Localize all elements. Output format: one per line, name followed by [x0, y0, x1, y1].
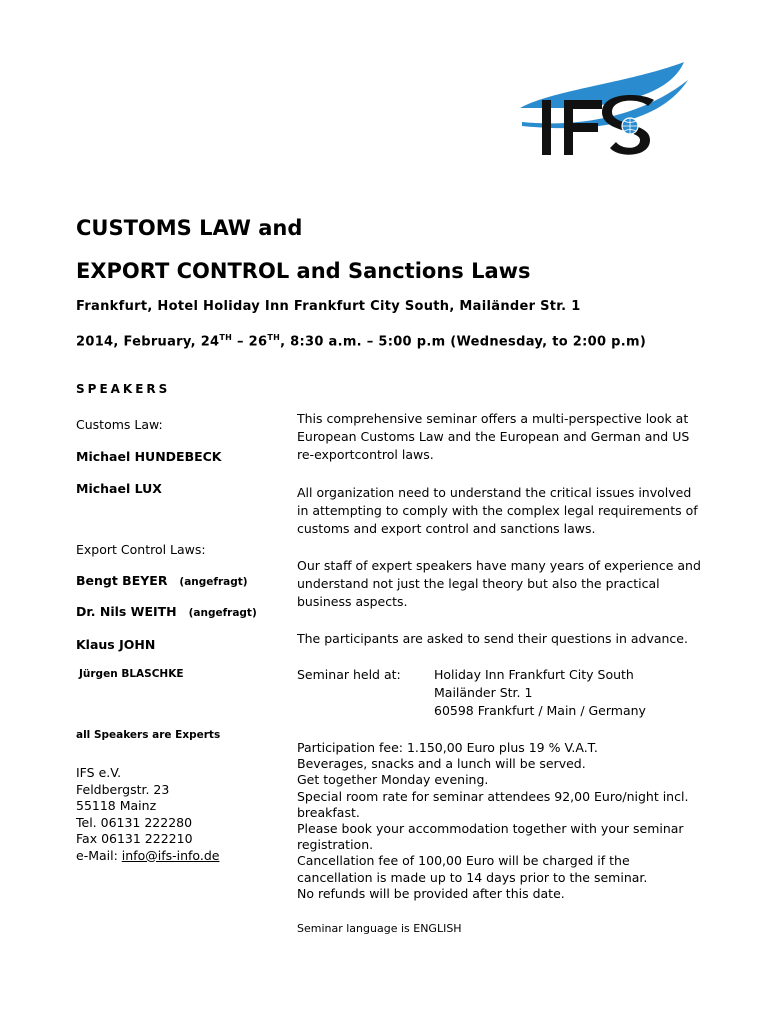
- speaker-entry: Dr. Nils WEITH (angefragt): [76, 604, 257, 619]
- seminar-location-label: Seminar held at:: [297, 667, 401, 682]
- speaker-entry: Bengt BEYER (angefragt): [76, 573, 248, 588]
- speaker-name: Jürgen BLASCHKE: [79, 668, 184, 680]
- seminar-location-address: Holiday Inn Frankfurt City South Mailänder Str. 1 60598 Frankfurt / Main / Germany: [434, 667, 646, 718]
- title-line-1: CUSTOMS LAW and: [76, 216, 303, 240]
- description-paragraph: The participants are asked to send their questions in advance.: [297, 631, 688, 646]
- description-paragraph: All organization need to understand the critical issues involved in attempting to comply with the complex legal requirements of customs and export control and sanctions laws.: [297, 485, 698, 536]
- speaker-name: Michael HUNDEBECK: [76, 449, 222, 464]
- export-control-label: Export Control Laws:: [76, 542, 206, 557]
- title-line-2: EXPORT CONTROL and Sanctions Laws: [76, 259, 531, 283]
- venue-line: Frankfurt, Hotel Holiday Inn Frankfurt City South, Mailänder Str. 1: [76, 299, 581, 314]
- speakers-heading: SPEAKERS: [76, 382, 171, 396]
- ifs-logo: [512, 60, 692, 160]
- speaker-name: Michael LUX: [76, 481, 162, 496]
- logo-letter-f: [564, 100, 602, 155]
- customs-law-label: Customs Law:: [76, 417, 163, 432]
- speaker-name: Klaus JOHN: [76, 637, 156, 652]
- date-line: 2014, February, 24TH – 26TH, 8:30 a.m. – 5:00 p.m (Wednesday, to 2:00 p.m): [76, 333, 647, 350]
- all-speakers-note: all Speakers are Experts: [76, 729, 221, 741]
- description-paragraph: This comprehensive seminar offers a multi-perspective look at European Customs Law and the European and German and US re-exportcontrol laws.: [297, 411, 690, 462]
- description-paragraph: Our staff of expert speakers have many years of experience and understand not just the legal theory but also the practical business aspects.: [297, 558, 701, 609]
- language-note: Seminar language is ENGLISH: [297, 922, 462, 935]
- email-link[interactable]: info@ifs-info.de: [121, 847, 220, 863]
- organizer-address: IFS e.V. Feldbergstr. 23 55118 Mainz Tel. 06131 222280 Fax 06131 222210 e-Mail: info@ifs-info.de: [76, 765, 220, 863]
- fees-block: Participation fee: 1.150,00 Euro plus 19 % V.A.T. Beverages, snacks and a lunch will be served. Get together Monday evening. Special room rate for seminar attendees 92,00 Euro/night incl. breakfast. Please book your accommodation together with your seminar registration. Cancellation fee of 100,00 Euro will be charged if the cancellation is made up to 14 days prior to the seminar. No refunds will be provided after this date.: [297, 740, 689, 901]
- logo-letter-i: [542, 100, 551, 155]
